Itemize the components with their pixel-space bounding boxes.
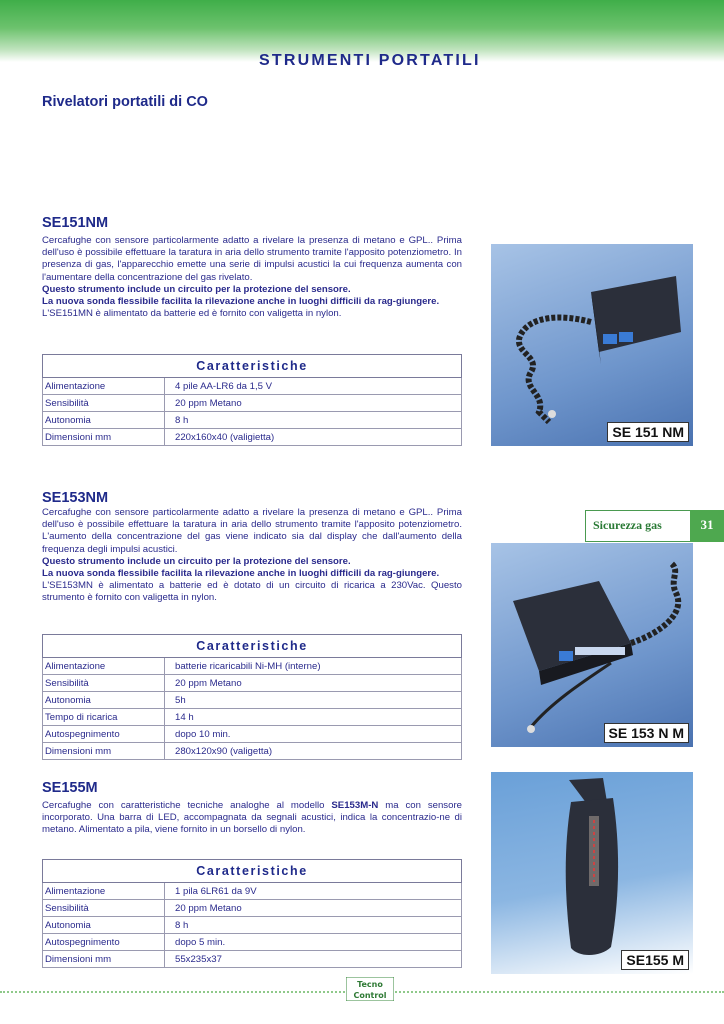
table-row — [43, 412, 462, 429]
spec-key: Dimensioni mm — [43, 429, 165, 446]
spec-key: Autospegnimento — [43, 726, 165, 743]
photo-caption: SE155 M — [621, 950, 689, 970]
spec-value: 8 h — [165, 412, 462, 429]
table-row — [43, 726, 462, 743]
table-row — [43, 658, 462, 675]
spec-value: 20 ppm Metano — [165, 395, 462, 412]
spec-key: Autospegnimento — [43, 934, 165, 951]
table-row — [43, 675, 462, 692]
photo-caption: SE 151 NM — [607, 422, 689, 442]
spec-table-se151nm — [42, 354, 462, 446]
desc-text: Cercafughe con caratteristiche tecniche analoghe al modello — [42, 800, 325, 811]
section-tab — [585, 510, 690, 542]
page-title: STRUMENTI PORTATILI — [259, 52, 481, 69]
table-row — [43, 900, 462, 917]
desc-text: Cercafughe con sensore particolarmente adatto a rivelare la presenza di metano e GPL.. Prima dell'uso è possibile effettuare la taratura in aria dello strumento tramite l'apposito potenziometro. In presenza di gas, l'apparecchio emette una serie di impulsi acustici la cui frequenza aumenta con l'aumentare della concentrazione del gas rivelato. — [42, 235, 462, 283]
spec-table-se153nm — [42, 634, 462, 760]
spec-value: 20 ppm Metano — [165, 900, 462, 917]
table-header: Caratteristiche — [43, 355, 462, 378]
table-header: Caratteristiche — [43, 635, 462, 658]
spec-value: 14 h — [165, 709, 462, 726]
detector-image — [491, 772, 693, 974]
section-tab-label: Sicurezza gas — [593, 518, 662, 532]
spec-value: 280x120x90 (valigetta) — [165, 743, 462, 760]
spec-key: Sensibilità — [43, 900, 165, 917]
spec-key: Sensibilità — [43, 675, 165, 692]
table-header: Caratteristiche — [43, 860, 462, 883]
desc-text: Cercafughe con sensore particolarmente adatto a rivelare la presenza di metano e GPL.. Prima dell'uso è possibile effettuare la taratura in aria dello strumento tramite l'apposito potenziometro. L'aumento della concentrazione del gas viene indicato sia dal display che dall'aumento della frequenza degli impulsi acustici. — [42, 507, 462, 555]
spec-key: Alimentazione — [43, 883, 165, 900]
desc-bold-text: La nuova sonda flessibile facilita la rilevazione anche in luoghi difficili da rag-giungere. — [42, 568, 440, 580]
spec-value: 8 h — [165, 917, 462, 934]
spec-key: Autonomia — [43, 412, 165, 429]
spec-table-se155m — [42, 859, 462, 968]
desc-bold-text: Questo strumento include un circuito per la protezione del sensore. — [42, 555, 351, 567]
desc-bold-text: La nuova sonda flessibile facilita la rilevazione anche in luoghi difficili da rag-giungere. — [42, 296, 440, 308]
desc-text: L'SE151MN è alimentato da batterie ed è fornito con valigetta in nylon. — [42, 308, 342, 320]
spec-value: 20 ppm Metano — [165, 675, 462, 692]
product-photo-se151nm — [491, 244, 693, 446]
spec-value: batterie ricaricabili Ni-MH (interne) — [165, 658, 462, 675]
table-row — [43, 883, 462, 900]
product-description-se153nm — [42, 507, 462, 605]
spec-key: Autonomia — [43, 917, 165, 934]
table-row — [43, 917, 462, 934]
detector-image — [491, 543, 693, 747]
section-subtitle: Rivelatori portatili di CO — [42, 94, 208, 110]
spec-key: Dimensioni mm — [43, 951, 165, 968]
product-title-se151nm: SE151NM — [42, 215, 109, 231]
product-photo-se155m — [491, 772, 693, 974]
table-row — [43, 951, 462, 968]
detector-image — [491, 244, 693, 446]
svg-text:Tecno: Tecno — [357, 980, 383, 989]
spec-key: Sensibilità — [43, 395, 165, 412]
spec-value: dopo 10 min. — [165, 726, 462, 743]
spec-value: 55x235x37 — [165, 951, 462, 968]
spec-key: Tempo di ricarica — [43, 709, 165, 726]
desc-text: L'SE153MN è alimentato a batterie ed è dotato di un circuito di ricarica a 230Vac. Questo strumento è fornito con valigetta in nylon. — [42, 580, 462, 604]
spec-value: 4 pile AA-LR6 da 1,5 V — [165, 378, 462, 395]
spec-value: 220x160x40 (valigietta) — [165, 429, 462, 446]
logo-mark — [346, 977, 394, 1001]
product-title-se153nm: SE153NM — [42, 490, 109, 506]
desc-bold-text: Questo strumento include un circuito per la protezione del sensore. — [42, 283, 351, 295]
spec-value: dopo 5 min. — [165, 934, 462, 951]
spec-key: Autonomia — [43, 692, 165, 709]
photo-caption: SE 153 N M — [604, 723, 689, 743]
page-number: 31 — [690, 510, 724, 542]
product-description-se155m — [42, 800, 462, 837]
desc-bold-text: SE153M-N — [331, 800, 379, 811]
spec-key: Alimentazione — [43, 378, 165, 395]
spec-key: Alimentazione — [43, 658, 165, 675]
svg-text:Control: Control — [353, 991, 387, 1000]
spec-value: 1 pila 6LR61 da 9V — [165, 883, 462, 900]
spec-value: 5h — [165, 692, 462, 709]
spec-key: Dimensioni mm — [43, 743, 165, 760]
product-title-se155m: SE155M — [42, 780, 98, 796]
company-logo — [346, 977, 394, 1001]
desc-text: ma con sensore incorporato. Una barra di LED, accompagnata da segnali acustici, indica la concentrazio-ne di metano. Alimentato a pila, viene fornito in un borsello di nylon. — [42, 800, 462, 836]
table-row — [43, 934, 462, 951]
table-row — [43, 692, 462, 709]
table-row — [43, 743, 462, 760]
product-photo-se153nm — [491, 543, 693, 747]
table-row — [43, 429, 462, 446]
table-row — [43, 395, 462, 412]
product-description-se151nm — [42, 235, 462, 320]
table-row — [43, 378, 462, 395]
table-row — [43, 709, 462, 726]
